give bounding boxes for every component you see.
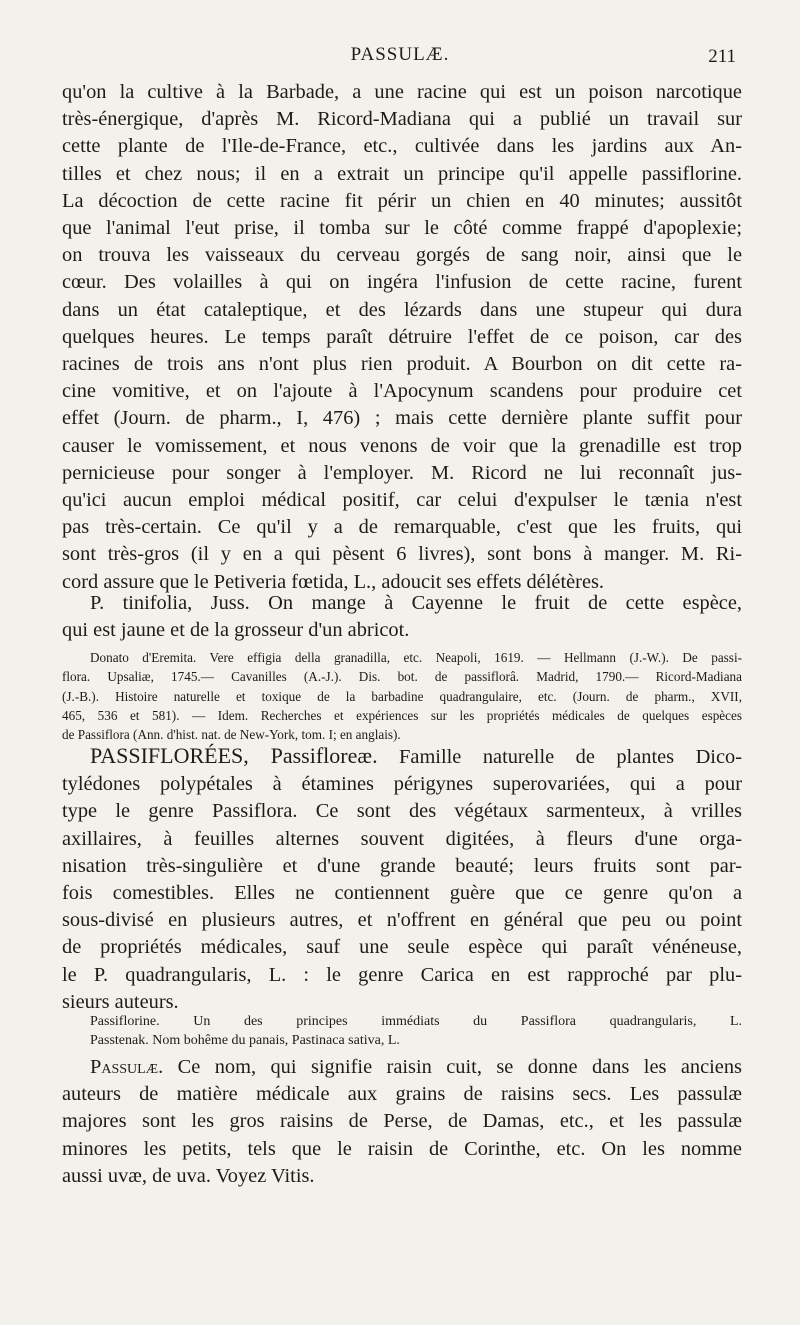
text-line: type le genre Passiflora. Ce sont des végétaux sarmenteux, à vrilles bbox=[62, 800, 742, 823]
text-line: de propriétés médicales, sauf une seule espèce qui paraît vénéneuse, bbox=[62, 936, 742, 959]
text-line: très-énergique, d'après M. Ricord-Madiana qui a publié un travail sur bbox=[62, 108, 742, 131]
text-line: on trouva les vaisseaux du cerveau gorgés de sang noir, ainsi que le bbox=[62, 244, 742, 267]
text-line: cette plante de l'Ile-de-France, etc., cultivée dans les jardins aux An- bbox=[62, 135, 742, 158]
text-line: effet (Journ. de pharm., I, 476) ; mais cette dernière plante suffit pour bbox=[62, 407, 742, 430]
text-line: La décoction de cette racine fit périr un chien en 40 minutes; aussitôt bbox=[62, 189, 742, 212]
page-number: 211 bbox=[708, 46, 736, 67]
text-line: axillaires, à feuilles alternes souvent digitées, à fleurs d'une orga- bbox=[62, 827, 742, 850]
bibliography-line: de Passiflora (Ann. d'hist. nat. de New-York, tom. I; en anglais). bbox=[62, 727, 401, 743]
text-line: sieurs auteurs. bbox=[62, 990, 179, 1013]
bibliography-line: flora. Upsaliæ, 1745.— Cavanilles (A.-J.). Dis. bot. de passiflorâ. Madrid, 1790.— Ricord-Madiana bbox=[62, 669, 742, 685]
bibliography-note bbox=[62, 648, 742, 744]
entry-heading: PASSIFLORÉES, Passifloreæ. bbox=[90, 743, 378, 768]
passtenak-entry: Passtenak. Nom bohême du panais, Pastinaca sativa, L. bbox=[90, 1033, 400, 1049]
text-line: auteurs de matière médicale aux grains de raisins secs. Les passulæ bbox=[62, 1083, 742, 1106]
entry-text: Ce nom, qui signifie raisin cuit, se donne dans les anciens bbox=[163, 1056, 742, 1078]
text-line: aussi uvæ, de uva. Voyez Vitis. bbox=[62, 1164, 315, 1187]
text-line: sont très-gros (il y en a qui pèsent 6 livres), sont bons à manger. M. Ri- bbox=[62, 543, 742, 566]
bibliography-line: 465, 536 et 581). — Idem. Recherches et expériences sur les propriétés médicales de quelques espèces bbox=[62, 707, 742, 723]
text-line: fois comestibles. Elles ne contiennent guère que ce genre qu'on a bbox=[62, 882, 742, 905]
text-line: cine vomitive, et on l'ajoute à l'Apocynum scandens pour produire cet bbox=[62, 380, 742, 403]
passiflorees-entry bbox=[62, 742, 742, 1016]
text-line: cord assure que le Petiveria fœtida, L., adoucit ses effets délétères. bbox=[62, 570, 605, 593]
text-line: dans un état cataleptique, et des lézards dans une stupeur qui dura bbox=[62, 298, 742, 321]
entry-first-line bbox=[62, 1054, 742, 1081]
text-line: le P. quadrangularis, L. : le genre Carica en est rapproché par plu- bbox=[62, 963, 742, 986]
text-line: cœur. Des volailles à qui on ingéra l'infusion de cette racine, furent bbox=[62, 271, 742, 294]
bibliography-line: Donato d'Eremita. Vere effigia della granadilla, etc. Neapoli, 1619. — Hellmann (J.-W.). De passi- bbox=[90, 650, 742, 665]
running-title: PASSULÆ. bbox=[350, 44, 450, 65]
text-line: P. tinifolia, Juss. On mange à Cayenne le fruit de cette espèce, bbox=[90, 592, 742, 614]
bibliography-line: (J.-B.). Histoire naturelle et toxique de la barbadine quadrangulaire, etc. (Journ. de pharm., XVII, bbox=[62, 688, 742, 704]
passiflorine-entry: Passiflorine. Un des principes immédiats du Passiflora quadrangularis, L. bbox=[90, 1014, 742, 1029]
text-line: racines de trois ans n'ont plus rien produit. A Bourbon on dit cette ra- bbox=[62, 353, 742, 376]
text-line: que l'animal l'eut prise, il tomba sur le côté comme frappé d'apoplexie; bbox=[62, 217, 742, 240]
passulae-entry bbox=[62, 1054, 742, 1190]
page-header bbox=[60, 44, 740, 74]
text-line: qu'on la cultive à la Barbade, a une racine qui est un poison narcotique bbox=[62, 81, 742, 103]
continued-paragraph bbox=[62, 79, 742, 596]
text-line: tylédones polypétales à étamines périgynes superovariées, qui a pour bbox=[62, 773, 742, 796]
text-line: sous-divisé en plusieurs autres, et n'offrent en général que peu ou point bbox=[62, 909, 742, 932]
entry-text: Famille naturelle de plantes Dico- bbox=[377, 746, 743, 768]
tinifolia-paragraph bbox=[62, 590, 742, 644]
text-line: qu'ici aucun emploi médical positif, car celui d'expulser le tænia n'est bbox=[62, 489, 742, 512]
text-line: pernicieuse pour songer à l'employer. M. Ricord ne lui reconnaît jus- bbox=[62, 461, 742, 484]
text-line: minores les petits, tels que le raisin de Corinthe, etc. On les nomme bbox=[62, 1137, 742, 1160]
entry-heading: Passulæ. bbox=[90, 1056, 164, 1078]
text-line: quelques heures. Le temps paraît détruire l'effet de ce poison, car des bbox=[62, 325, 742, 348]
text-line: pas très-certain. Ce qu'il y a de remarquable, c'est que les fruits, qui bbox=[62, 516, 742, 539]
text-line: majores sont les gros raisins de Perse, de Damas, etc., et les passulæ bbox=[62, 1110, 742, 1133]
entry-first-line bbox=[62, 742, 742, 771]
text-line: tilles et chez nous; il en a extrait un principe qu'il appelle passiflorine. bbox=[62, 162, 742, 185]
text-line: nisation très-singulière et d'une grande beauté; leurs fruits sont par- bbox=[62, 854, 742, 877]
text-line: causer le vomissement, et nous venons de voir que la grenadille est trop bbox=[62, 434, 742, 457]
text-line: qui est jaune et de la grosseur d'un abricot. bbox=[62, 619, 410, 642]
short-entries bbox=[62, 1012, 742, 1051]
